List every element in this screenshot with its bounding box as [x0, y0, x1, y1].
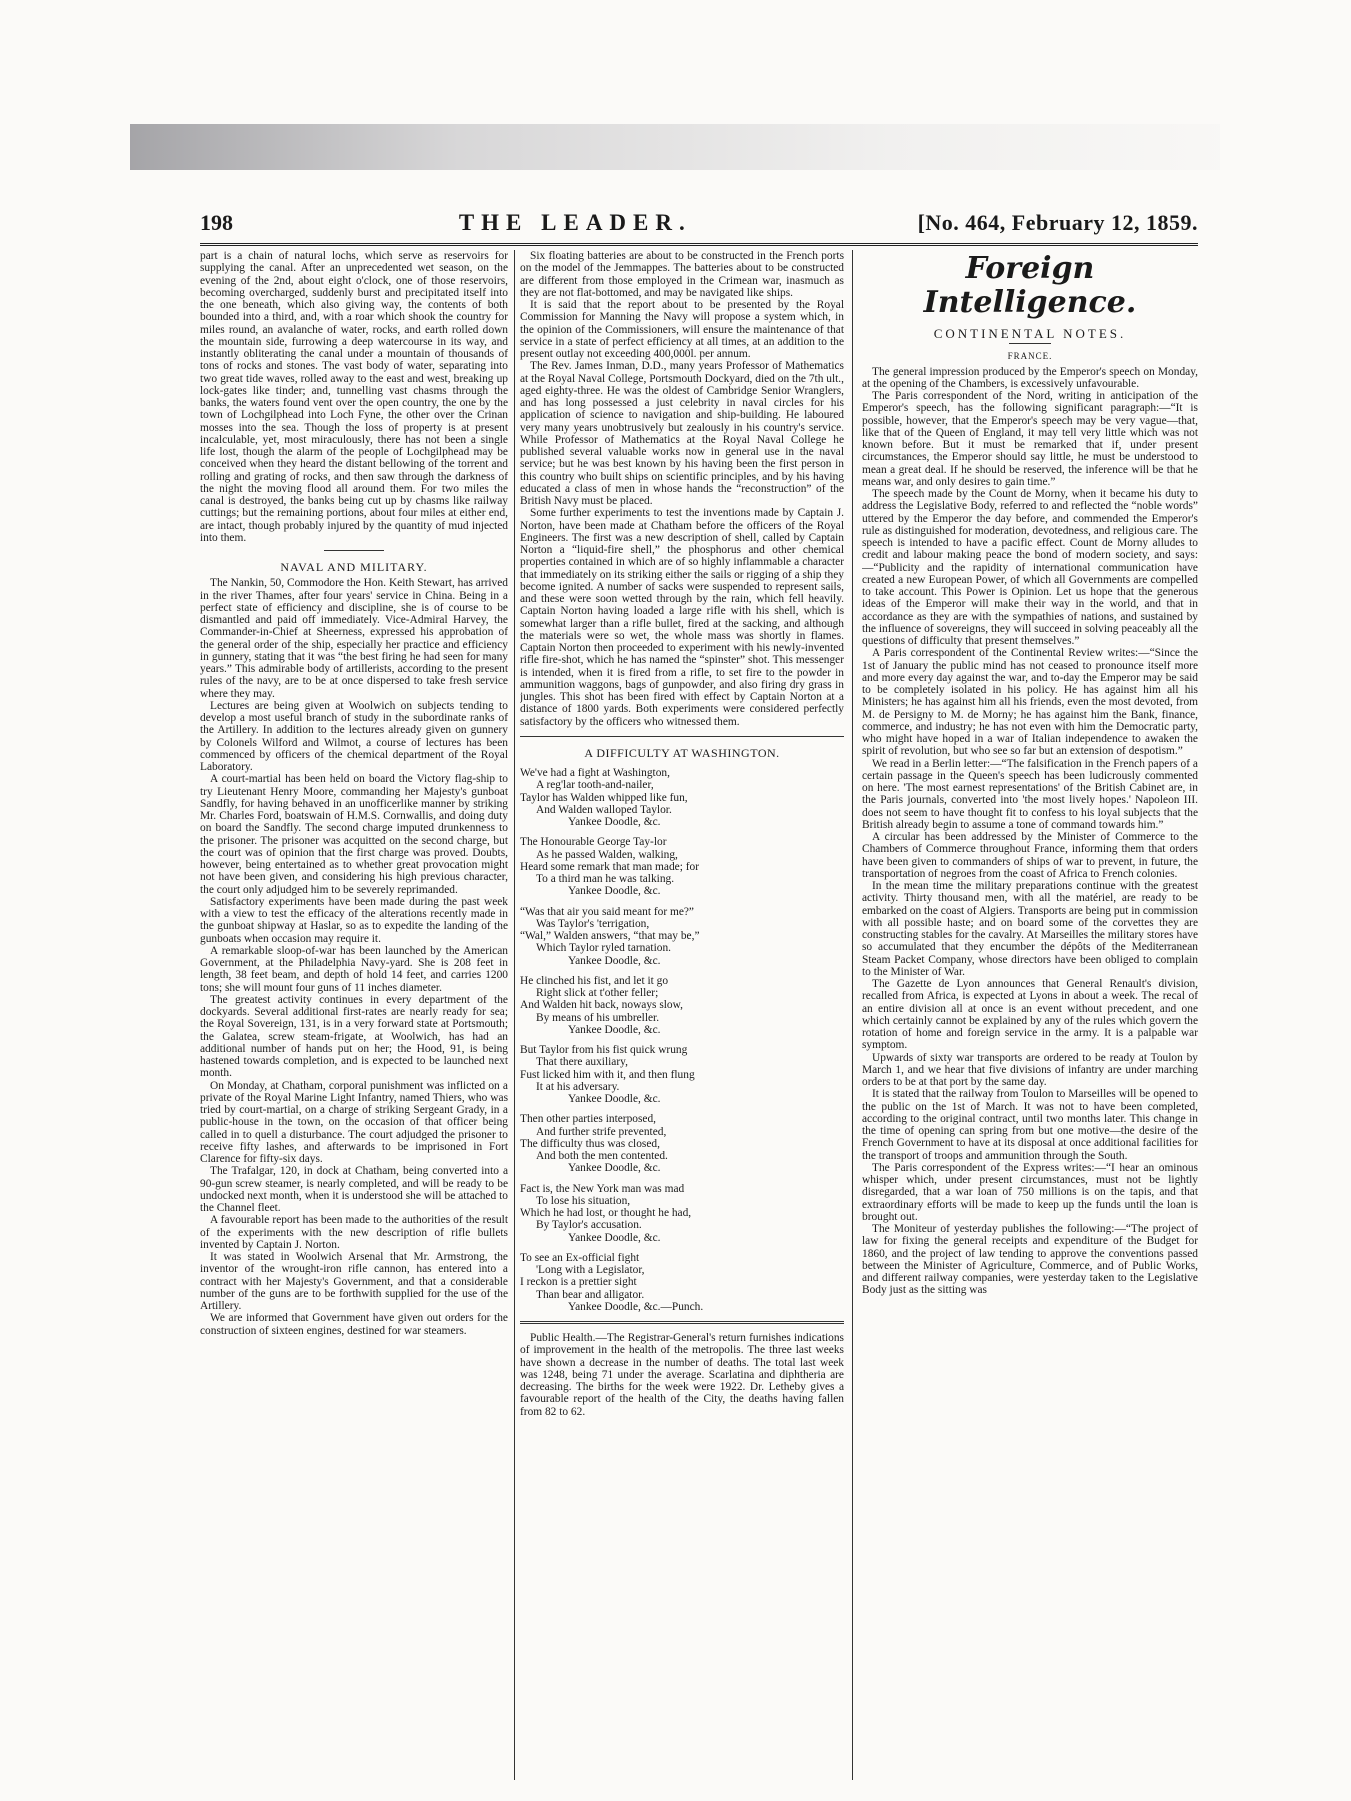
- verse-chorus: Yankee Doodle, &c.: [568, 954, 661, 967]
- verse-line: It at his adversary.: [536, 1080, 620, 1093]
- verse-line: I reckon is a prettier sight: [520, 1276, 637, 1289]
- poem-verse: [520, 767, 844, 828]
- verse-line: Fact is, the New York man was mad: [520, 1182, 685, 1195]
- verse-line: Right slick at t'other feller;: [536, 987, 659, 999]
- article-paragraph: Upwards of sixty war transports are ordered to be ready at Toulon by March 1, and we hear that five divisions of infantry are under marching orders to be at that port by the same day.: [862, 1051, 1198, 1088]
- verse-chorus: Yankee Doodle, &c.: [568, 1093, 661, 1105]
- verse-chorus: Yankee Doodle, &c.: [568, 1231, 661, 1244]
- verse-line: And both the men contented.: [536, 1150, 668, 1162]
- verse-line: “Wal,” Walden answers, “that may be,”: [520, 930, 700, 942]
- masthead-rule: [200, 243, 1198, 246]
- article-paragraph: Satisfactory experiments have been made during the past week with a view to test the efficacy of the alterations recently made in the gunboat shipway at Haslar, so as to expedite the landing of the gunboats when occasion may require it.: [200, 895, 508, 945]
- poem-verse: [520, 1183, 844, 1244]
- verse-chorus: Yankee Doodle, &c.—Punch.: [568, 1300, 704, 1313]
- subsection-heading: CONTINENTAL NOTES.: [933, 326, 1127, 341]
- article-paragraph: It is said that the report about to be presented by the Royal Commission for Manning the Navy will propose a system which, in the opinion of the Commissioners, will ensure the maintenance of that service in a state of perfect efficiency at all times, at an addition to the present outlay not exceeding 400,000l. per annum.: [520, 299, 844, 360]
- verse-line: A reg'lar tooth-and-nailer,: [536, 779, 654, 792]
- article-paragraph: The greatest activity continues in every department of the dockyards. Several additional first-rates are nearly ready for sea; the Royal Sovereign, 131, is in a very forward state at Portsmouth; the Galatea, screw steam-frigate, at Woolwich, has had an additional number of hands put on her; the Hood, 91, is being hastened towards completion, and is expected to be launched next month.: [200, 993, 508, 1080]
- verse-line: The Honourable George Tay-lor: [520, 836, 667, 849]
- verse-line: And Walden hit back, noways slow,: [520, 999, 683, 1012]
- verse-line: “Was that air you said meant for me?”: [520, 905, 694, 918]
- verse-chorus: Yankee Doodle, &c.: [568, 1162, 661, 1175]
- verse-chorus: Yankee Doodle, &c.: [568, 1023, 661, 1036]
- article-paragraph: Some further experiments to test the inventions made by Captain J. Norton, have been made at Chatham before the officers of the Royal Engineers. The first was a new description of shell, called by Captain Norton a “liquid-fire shell,” the phosphorus and other chemical properties contained in which are of so highly inflammable a character that immediately on its striking either the sails or rigging of a ship they become ignited. A number of sacks were suspended to represent sails, and these were soon wetted through by the rain, which fell heavily. Captain Norton having loaded a large rifle with his shell, which is somewhat larger than a rifle bullet, fired at the sacking, and although the materials were so wet, the whole mass was shortly in flames. Captain Norton then proceeded to experiment with his newly-invented rifle fire-shot, which he has named the “spinster” shot. This messenger is intended, when it is fired from a rifle, to set fire to the powder in ammunition waggons, bags of gunpowder, and also firing dry grass in jungles. This shot has been fired with effect by Captain Norton at a distance of 1800 yards. Both experiments were considered perfectly satisfactory by the officers who witnessed them.: [520, 507, 844, 728]
- poem-verse: [520, 975, 844, 1036]
- verse-line: Than bear and alligator.: [536, 1288, 645, 1301]
- verse-line: Fust licked him with it, and then flung: [520, 1068, 695, 1081]
- verse-line: Which Taylor ryled tarnation.: [536, 942, 672, 955]
- article-paragraph: It is stated that the railway from Toulon to Marseilles will be opened to the public on the 1st of March. It was not to have been completed, according to the original contract, until two months later. This change in the time of opening can spring from but one motive—the desire of the French Government to have at its disposal at once additional facilities for the transport of troops and ammunition through the South.: [862, 1088, 1198, 1162]
- verse-line: Taylor has Walden whipped like fun,: [520, 791, 688, 804]
- verse-line: By means of his umbreller.: [536, 1011, 660, 1024]
- section-heading-naval: NAVAL AND MILITARY.: [280, 560, 428, 574]
- article-paragraph: The Gazette de Lyon announces that General Renault's division, recalled from Africa, is expected at Lyons in about a week. The recal of an entire division all at once is an event without precedent, and one which certainly cannot be explained by any of the rules which govern the rotation of home and foreign service in the army. It is a palpable war symptom.: [862, 978, 1198, 1052]
- article-paragraph: On Monday, at Chatham, corporal punishment was inflicted on a private of the Royal Marine Light Infantry, named Thiers, who was tried by court-martial, on a charge of striking Sergeant Grady, in a public-house in the town, on the occasion of that officer being called in to quell a disturbance. The court adjudged the prisoner to receive fifty lashes, and afterwards to be imprisoned in Fort Clarence for fifty-six days.: [200, 1079, 508, 1165]
- verse-line: To a third man he was talking.: [536, 873, 675, 885]
- country-heading: FRANCE.: [1007, 351, 1053, 362]
- article-paragraph: The speech made by the Count de Morny, when it became his duty to address the Legislative Body, referred to and reflected the “noble words” uttered by the Emperor the day before, and commended the Emperor's rule as distinguished for moderation, devotedness, and religious care. The speech is intended to have a pacific effect. Count de Morny alludes to credit and labour making peace the bond of modern society, and says:—“Publicity and the rapidity of international communication have created a new European Power, of which all Governments are compelled to take account. This Power is Opinion. Let us hope that the generous ideas of the Emperor will make their way in the world, and that in accordance as they are with the sympathies of nations, and sustained by the influence of sovereigns, they will succeed in solving peaceably all the questions of difficulty that present themselves.”: [862, 488, 1198, 647]
- article-paragraph: A court-martial has been held on board the Victory flag-ship to try Lieutenant Henry Moore, commanding her Majesty's gunboat Sandfly, for having behaved in an unofficerlike manner by striking Mr. Charles Ford, boatswain of H.M.S. Cornwallis, and doing duty on board the Sandfly. The second charge imputed drunkenness to the prisoner. The prisoner was acquitted on the second charge, but the court was of opinion that the first charge was proved. Doubts, however, being entertained as to whether great provocation might not have been given, and considering his high previous character, the court only adjudged him to be severely reprimanded.: [200, 773, 508, 896]
- masthead: [200, 210, 1198, 240]
- newspaper-title: THE LEADER.: [458, 210, 692, 235]
- section-divider: [520, 1321, 844, 1324]
- article-paragraph: The Trafalgar, 120, in dock at Chatham, being converted into a 90-gun screw steamer, is nearly completed, and will be ready to be undocked next month, when it is understood she will be attached to the Channel fleet.: [200, 1165, 508, 1214]
- verse-line: Then other parties interposed,: [520, 1113, 657, 1126]
- verse-line: And Walden walloped Taylor.: [536, 803, 672, 816]
- article-paragraph: A remarkable sloop-of-war has been launched by the American Government, at the Philadelphia Navy-yard. She is 208 feet in length, 38 feet beam, and depth of hold 14 feet, and carries 1200 tons; she will mount four guns of 11 inches diameter.: [200, 944, 508, 994]
- page-number: 198: [200, 210, 233, 235]
- poem-verse: [520, 1113, 844, 1174]
- column-1: [200, 250, 508, 1780]
- article-paragraph: The Paris correspondent of the Nord, writing in anticipation of the Emperor's speech, has the following significant paragraph:—“It is possible, however, that the Emperor's speech may be very vague—that, like that of the Queen of England, it may tell very little which was not known before. But it must be remarked that if, under present circumstances, the Emperor should say little, he must be understood to mean a great deal. If he should be reserved, the inference will be that he means war, and only desires to gain time.”: [862, 390, 1198, 488]
- verse-line: Which he had lost, or thought he had,: [520, 1207, 692, 1219]
- article-paragraph: The Rev. James Inman, D.D., many years Professor of Mathematics at the Royal Naval College, Portsmouth Dockyard, died on the 7th ult., aged eighty-three. He was the oldest of Cambridge Senior Wranglers, and has long possessed a just celebrity in naval circles for his application of science to navigation and ship-building. He laboured very many years unobtrusively but zealously in his country's service. While Professor of Mathematics at the Royal Naval College he published several valuable works now in general use in the naval service; but he was best known by his having been the first person in this country who built ships on scientific principles, and by his having educated a class of men in whose hands the “reconstruction” of the British Navy must be placed.: [520, 360, 844, 507]
- article-paragraph: A Paris correspondent of the Continental Review writes:—“Since the 1st of January the public mind has not ceased to pronounce itself more and more every day against the war, and to-day the Emperor may be said to be completely isolated in his policy. He has against him all his Ministers; he has against him all his friends, even the most devoted, from M. de Persigny to M. de Morny; he has against him the Bank, finance, commerce, and industry; he has not even with him the Democratic party, who might have hoped in a war of Italian independence to awaken the spirit of revolution, but who see so far but an extension of despotism.”: [862, 647, 1198, 758]
- verse-line: 'Long with a Legislator,: [536, 1264, 645, 1276]
- article-paragraph: The Nankin, 50, Commodore the Hon. Keith Stewart, has arrived in the river Thames, after four years' service in China. Being in a perfect state of efficiency and discipline, she is of course to be dismantled and paid off immediately. Vice-Admiral Harvey, the Commander-in-Chief at Sheerness, expressed his approbation of the general order of the ship, especially her practice and efficiency in gunnery, stating that it was “the best firing he had seen for many years.” This admirable body of artillerists, according to the present rules of the navy, are to be at once dispersed to take fresh service where they may.: [200, 577, 508, 700]
- poem-verse: [520, 1252, 844, 1313]
- section-divider: [520, 736, 844, 737]
- article-paragraph: Public Health.—The Registrar-General's return furnishes indications of improvement in the health of the metropolis. The three last weeks have shown a decrease in the number of deaths. The total last week was 1248, being 71 under the average. Scarlatina and diphtheria are decreasing. The births for the week were 1922. Dr. Letheby gives a favourable report of the health of the City, the deaths having fallen from 82 to 62.: [520, 1332, 844, 1418]
- article-paragraph: Lectures are being given at Woolwich on subjects tending to develop a most useful branch of study in the subordinate ranks of the Artillery. In addition to the lectures already given on gunnery by Colonels Wilford and Wilmot, a course of lectures has been commenced by officers of the chemical department of the Royal Laboratory.: [200, 699, 508, 773]
- verse-line: Heard some remark that man made; for: [520, 860, 700, 873]
- column-3: [862, 250, 1198, 1780]
- article-paragraph: In the mean time the military preparations continue with the greatest activity. Thirty thousand men, with all the matériel, are ready to be embarked on the coast of Algiers. Transports are being put in commission with all possible haste; and on board some of the corvettes they are constructing stables for the cavalry. At Marseilles the military stores have so accumulated that they encumber the dépôts of the Mediterranean Steam Packet Company, whose directors have been obliged to complain to the Minister of War.: [862, 880, 1198, 978]
- column-rule-1: [514, 250, 515, 1780]
- article-paragraph: It was stated in Woolwich Arsenal that Mr. Armstrong, the inventor of the wrought-iron rifle cannon, has entered into a contract with her Majesty's Government, and that a considerable number of the guns are to be forthwith supplied for the use of the Artillery.: [200, 1251, 508, 1312]
- verse-line: As he passed Walden, walking,: [536, 848, 678, 861]
- verse-line: But Taylor from his fist quick wrung: [520, 1044, 688, 1056]
- poem-verse: [520, 906, 844, 967]
- article-paragraph: The Moniteur of yesterday publishes the following:—“The project of law for fixing the general receipts and expenditure of the Budget for 1860, and the project of law tending to approve the conventions passed between the Minister of Agriculture, Commerce, and of Public Works, and different railway companies, were yesterday taken to the Legislative Body just as the sitting was: [862, 1223, 1198, 1297]
- section-divider: [324, 550, 384, 551]
- verse-line: To see an Ex-official fight: [520, 1251, 640, 1264]
- article-paragraph: A circular has been addressed by the Minister of Commerce to the Chambers of Commerce throughout France, informing them that orders have been given to commanders of ships of war to prevent, in future, the transportation of negroes from the coast of Africa to French colonies.: [862, 831, 1198, 880]
- verse-line: And further strife prevented,: [536, 1125, 667, 1138]
- verse-line: That there auxiliary,: [536, 1056, 628, 1069]
- article-paragraph: part is a chain of natural lochs, which serve as reservoirs for supplying the canal. After an unprecedented wet season, on the evening of the 2nd, about eight o'clock, one of those reservoirs, becoming overcharged, suddenly burst and precipitated itself into the one beneath, which also giving way, the contents of both bounded into a third, and, with a roar which shook the country for miles round, an avalanche of water, rocks, and earth rolled down the mountain side, furrowing a deep watercourse in its way, and instantly obliterating the canal under a mountain of thousands of tons of rocks and stones. The vast body of water, separating into two great tide waves, rolled away to the east and west, breaking up lock-gates like tinder; and, tunnelling vast chasms through the banks, the waters found vent over the open country, the one by the town of Lochgilphead into Loch Fyne, the other over the Crinan mosses into the sea. Though the loss of property is at present incalculable, yet, most miraculously, there has not been a single life lost, though the alarm of the people of Lochgilphead may be conceived when they heard the distant bellowing of the torrent and rolling and grating of rocks, and then saw through the darkness of the night the moving flood all around them. For two miles the canal is destroyed, the banks being cut up by chasms like railway cuttings; but the remaining portions, about four miles at either end, are intact, though probably injured by the quantity of mud injected into them.: [200, 250, 508, 544]
- column-rule-2: [852, 250, 853, 1780]
- article-paragraph: We are informed that Government have given out orders for the construction of sixteen engines, destined for war steamers.: [200, 1312, 508, 1337]
- article-paragraph: Six floating batteries are about to be constructed in the French ports on the model of the Jemmappes. The batteries about to be constructed are different from those employed in the Crimean war, inasmuch as they are not flat-bottomed, and may be navigated like ships.: [520, 250, 844, 299]
- article-paragraph: We read in a Berlin letter:—“The falsification in the French papers of a certain passage in the Queen's speech has been ludicrously commented on here. 'The most earnest representations' of the British Cabinet are, in the Paris journals, converted into 'the most lively hopes.' Napoleon III. does not seem to have thought fit to confess to his loyal subjects that the British already begin to assume a tone of command towards him.”: [862, 757, 1198, 831]
- article-paragraph: A favourable report has been made to the authorities of the result of the experiments with the new description of rifle bullets invented by Captain J. Norton.: [200, 1214, 508, 1251]
- verse-line: By Taylor's accusation.: [536, 1219, 642, 1232]
- verse-line: To lose his situation,: [536, 1194, 631, 1207]
- verse-chorus: Yankee Doodle, &c.: [568, 885, 661, 898]
- article-paragraph: The Paris correspondent of the Express writes:—“I hear an ominous whisper which, under present circumstances, must not be lightly disregarded, that a war loan of 750 millions is on the tapis, and that extraordinary efforts will be made to keep up the funds until the loan is brought out.: [862, 1161, 1198, 1223]
- verse-line: We've had a fight at Washington,: [520, 767, 670, 779]
- verse-line: Was Taylor's 'terrigation,: [536, 917, 650, 930]
- verse-line: The difficulty thus was closed,: [520, 1137, 660, 1150]
- verse-chorus: Yankee Doodle, &c.: [568, 816, 661, 828]
- verse-line: He clinched his fist, and let it go: [520, 974, 669, 987]
- article-paragraph: The general impression produced by the Emperor's speech on Monday, at the opening of the Chambers, is excessively unfavourable.: [862, 365, 1198, 390]
- poem-title: A DIFFICULTY AT WASHINGTON.: [584, 745, 780, 760]
- poem-verse: [520, 836, 844, 897]
- section-title-foreign: Foreign Intelligence.: [923, 251, 1137, 320]
- issue-date: [No. 464, February 12, 1859.: [917, 210, 1198, 235]
- scan-shadow-band: [130, 124, 1220, 170]
- poem-verse: [520, 1044, 844, 1105]
- column-2: [520, 250, 844, 1780]
- section-divider: [1009, 343, 1051, 344]
